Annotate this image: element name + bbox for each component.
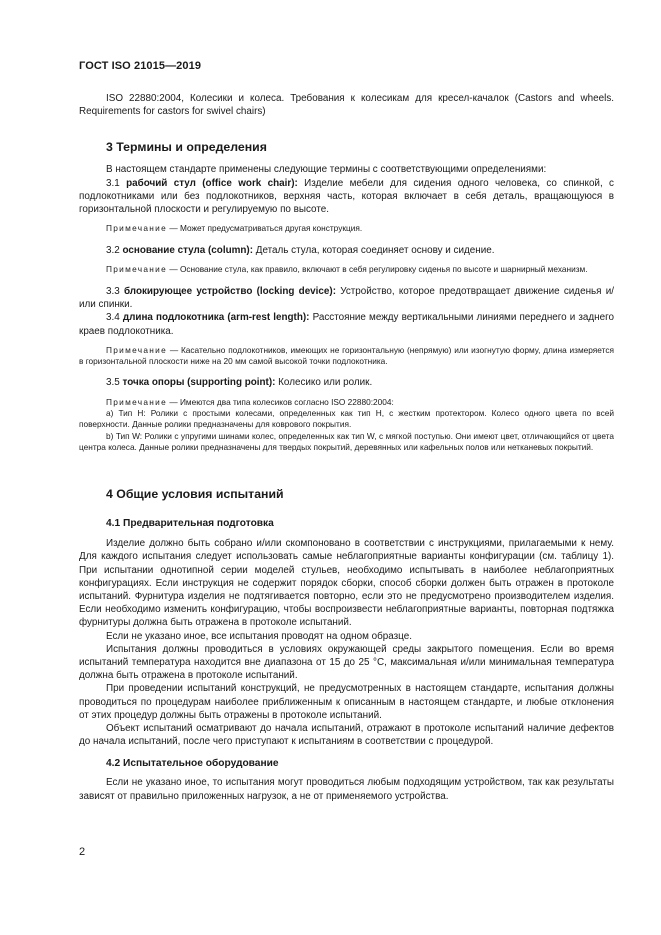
note-text: — Имеются два типа колесиков согласно ISO 22880:2004: <box>167 396 394 407</box>
note-text: — Касательно подлокотников, имеющих не горизонтальную (непрямую) или изогнутую форму, длина измеряется в горизонтальной плоскости ниже на 20 мм самой высокой точки подлокотника. <box>79 344 614 367</box>
note-3-4 <box>79 345 614 368</box>
term-number: 3.3 <box>106 286 124 298</box>
page-content <box>79 92 614 803</box>
page-number: 2 <box>79 846 86 858</box>
normative-reference: ISO 22880:2004, Колесики и колеса. Требования к колесикам для кресел-качалок (Castors and wheels. Requirements for castors for swivel chairs) <box>79 93 614 118</box>
term-definition: Расстояние между вертикальными линиями переднего и заднего краев подлокотника. <box>79 312 614 337</box>
note-label: Примечание <box>106 396 168 407</box>
section-3-heading: 3 Термины и определения <box>106 140 267 155</box>
term-title: блокирующее устройство (locking device): <box>123 286 336 298</box>
term-3-2 <box>79 244 614 257</box>
term-title: длина подлокотника (arm-rest length): <box>122 312 310 324</box>
note-3-1 <box>79 223 614 234</box>
section-4-heading: 4 Общие условия испытаний <box>106 487 284 502</box>
term-title: основание стула (column): <box>122 244 254 256</box>
term-number: 3.2 <box>106 244 123 256</box>
paragraph: Испытания должны проводиться в условиях окружающей среды закрытого помещения. Если во время испытаний температура находится вне диапазона от 15 до 25 °С, максимальная и/или минимальная температура должна быть отражена в протоколе испытаний. <box>79 643 614 682</box>
term-definition: Устройство, которое предотвращает движение сиденья и/или спинки. <box>79 286 614 311</box>
note-label: Примечание <box>106 223 168 234</box>
term-number: 3.1 <box>106 177 127 189</box>
term-title: рабочий стул (office work chair): <box>126 177 298 189</box>
term-definition: Колесико или ролик. <box>275 377 373 389</box>
note-3-2 <box>79 264 614 275</box>
term-3-3 <box>79 285 614 311</box>
term-3-1 <box>79 177 614 217</box>
term-3-5 <box>79 376 614 389</box>
term-definition: Изделие мебели для сидения одного человека, со спинкой, с подлокотниками или без подлокотников, верхняя часть, которая включает в себя деталь, вращающуюся в горизонтальной плоскости и регулируемую по высоте. <box>79 177 614 216</box>
note-label: Примечание <box>106 263 168 274</box>
paragraph: Если не указано иное, то испытания могут проводиться любым подходящим устройством, так как результаты зависят от правильно приложенных нагрузок, а не от применяемого устройства. <box>79 777 614 802</box>
term-3-4 <box>79 311 614 337</box>
paragraph: При проведении испытаний конструкций, не предусмотренных в настоящем стандарте, испытания должны проводиться по процедурам наиболее приближенным к описанным в настоящем стандарте, и любые отклонения от этих процедур должны быть отражены в протоколе испытаний. <box>79 683 614 721</box>
subsection-4-1-heading: 4.1 Предварительная подготовка <box>106 518 274 530</box>
note-3-5-item-a: a) Тип Н: Ролики с простыми колесами, определенных как тип Н, с жестким протектором. Колесо одного цвета по всей поверхности. Данные ролики предназначены для коврового покрытия. <box>79 407 614 430</box>
section-3-intro: В настоящем стандарте применены следующие термины с соответствующими определениями: <box>106 164 547 176</box>
term-definition: Деталь стула, которая соединяет основу и сидение. <box>253 244 495 256</box>
subsection-4-2-heading: 4.2 Испытательное оборудование <box>106 758 279 770</box>
note-text: — Основание стула, как правило, включают в себя регулировку сиденья по высоте и шарнирный механизм. <box>167 263 588 274</box>
note-3-5-item-b: b) Тип W: Ролики с упругими шинами колес, определенных как тип W, с мягкой поступью. Они имеют цвет, отличающийся от цвета центра колеса. Данные ролики предназначены для твердых покрытий, деревянных или кафельных полов или нетканевых покрытий. <box>79 430 614 452</box>
paragraph: Если не указано иное, все испытания проводят на одном образце. <box>106 630 412 642</box>
note-3-5 <box>79 397 614 408</box>
paragraph: Объект испытаний осматривают до начала испытаний, отражают в протоколе испытаний наличие дефектов до начала испытаний, после чего приступают к испытаниям в соответствии с процедурой. <box>79 722 614 748</box>
paragraph: Изделие должно быть собрано и/или скомпоновано в соответствии с инструкциями, прилагаемыми к нему. Для каждого испытания следует использовать самые неблагоприятные варианты конфигурации (см. таблицу 1). При испытании однотипной серии моделей стульев, необходимо испытывать в наиболее неблагоприятных конфигурациях. Если инструкция не содержит порядок сборки, способ сборки должен быть отражен в протоколе испытаний. Фурнитура изделия не подтягивается повторно, если это не предусмотрено производителем изделия. Если необходимо изменить конфигурацию, чтобы воспроизвести неблагоприятные варианты, повторная подтяжка фурнитуры должна быть отражена в протоколе испытаний. <box>79 538 614 629</box>
term-number: 3.5 <box>106 377 123 389</box>
term-number: 3.4 <box>106 312 123 324</box>
document-header: ГОСТ ISO 21015—2019 <box>79 60 202 72</box>
term-title: точка опоры (supporting point): <box>122 377 276 389</box>
note-text: — Может предусматриваться другая конструкция. <box>167 223 363 234</box>
note-label: Примечание <box>106 344 168 355</box>
